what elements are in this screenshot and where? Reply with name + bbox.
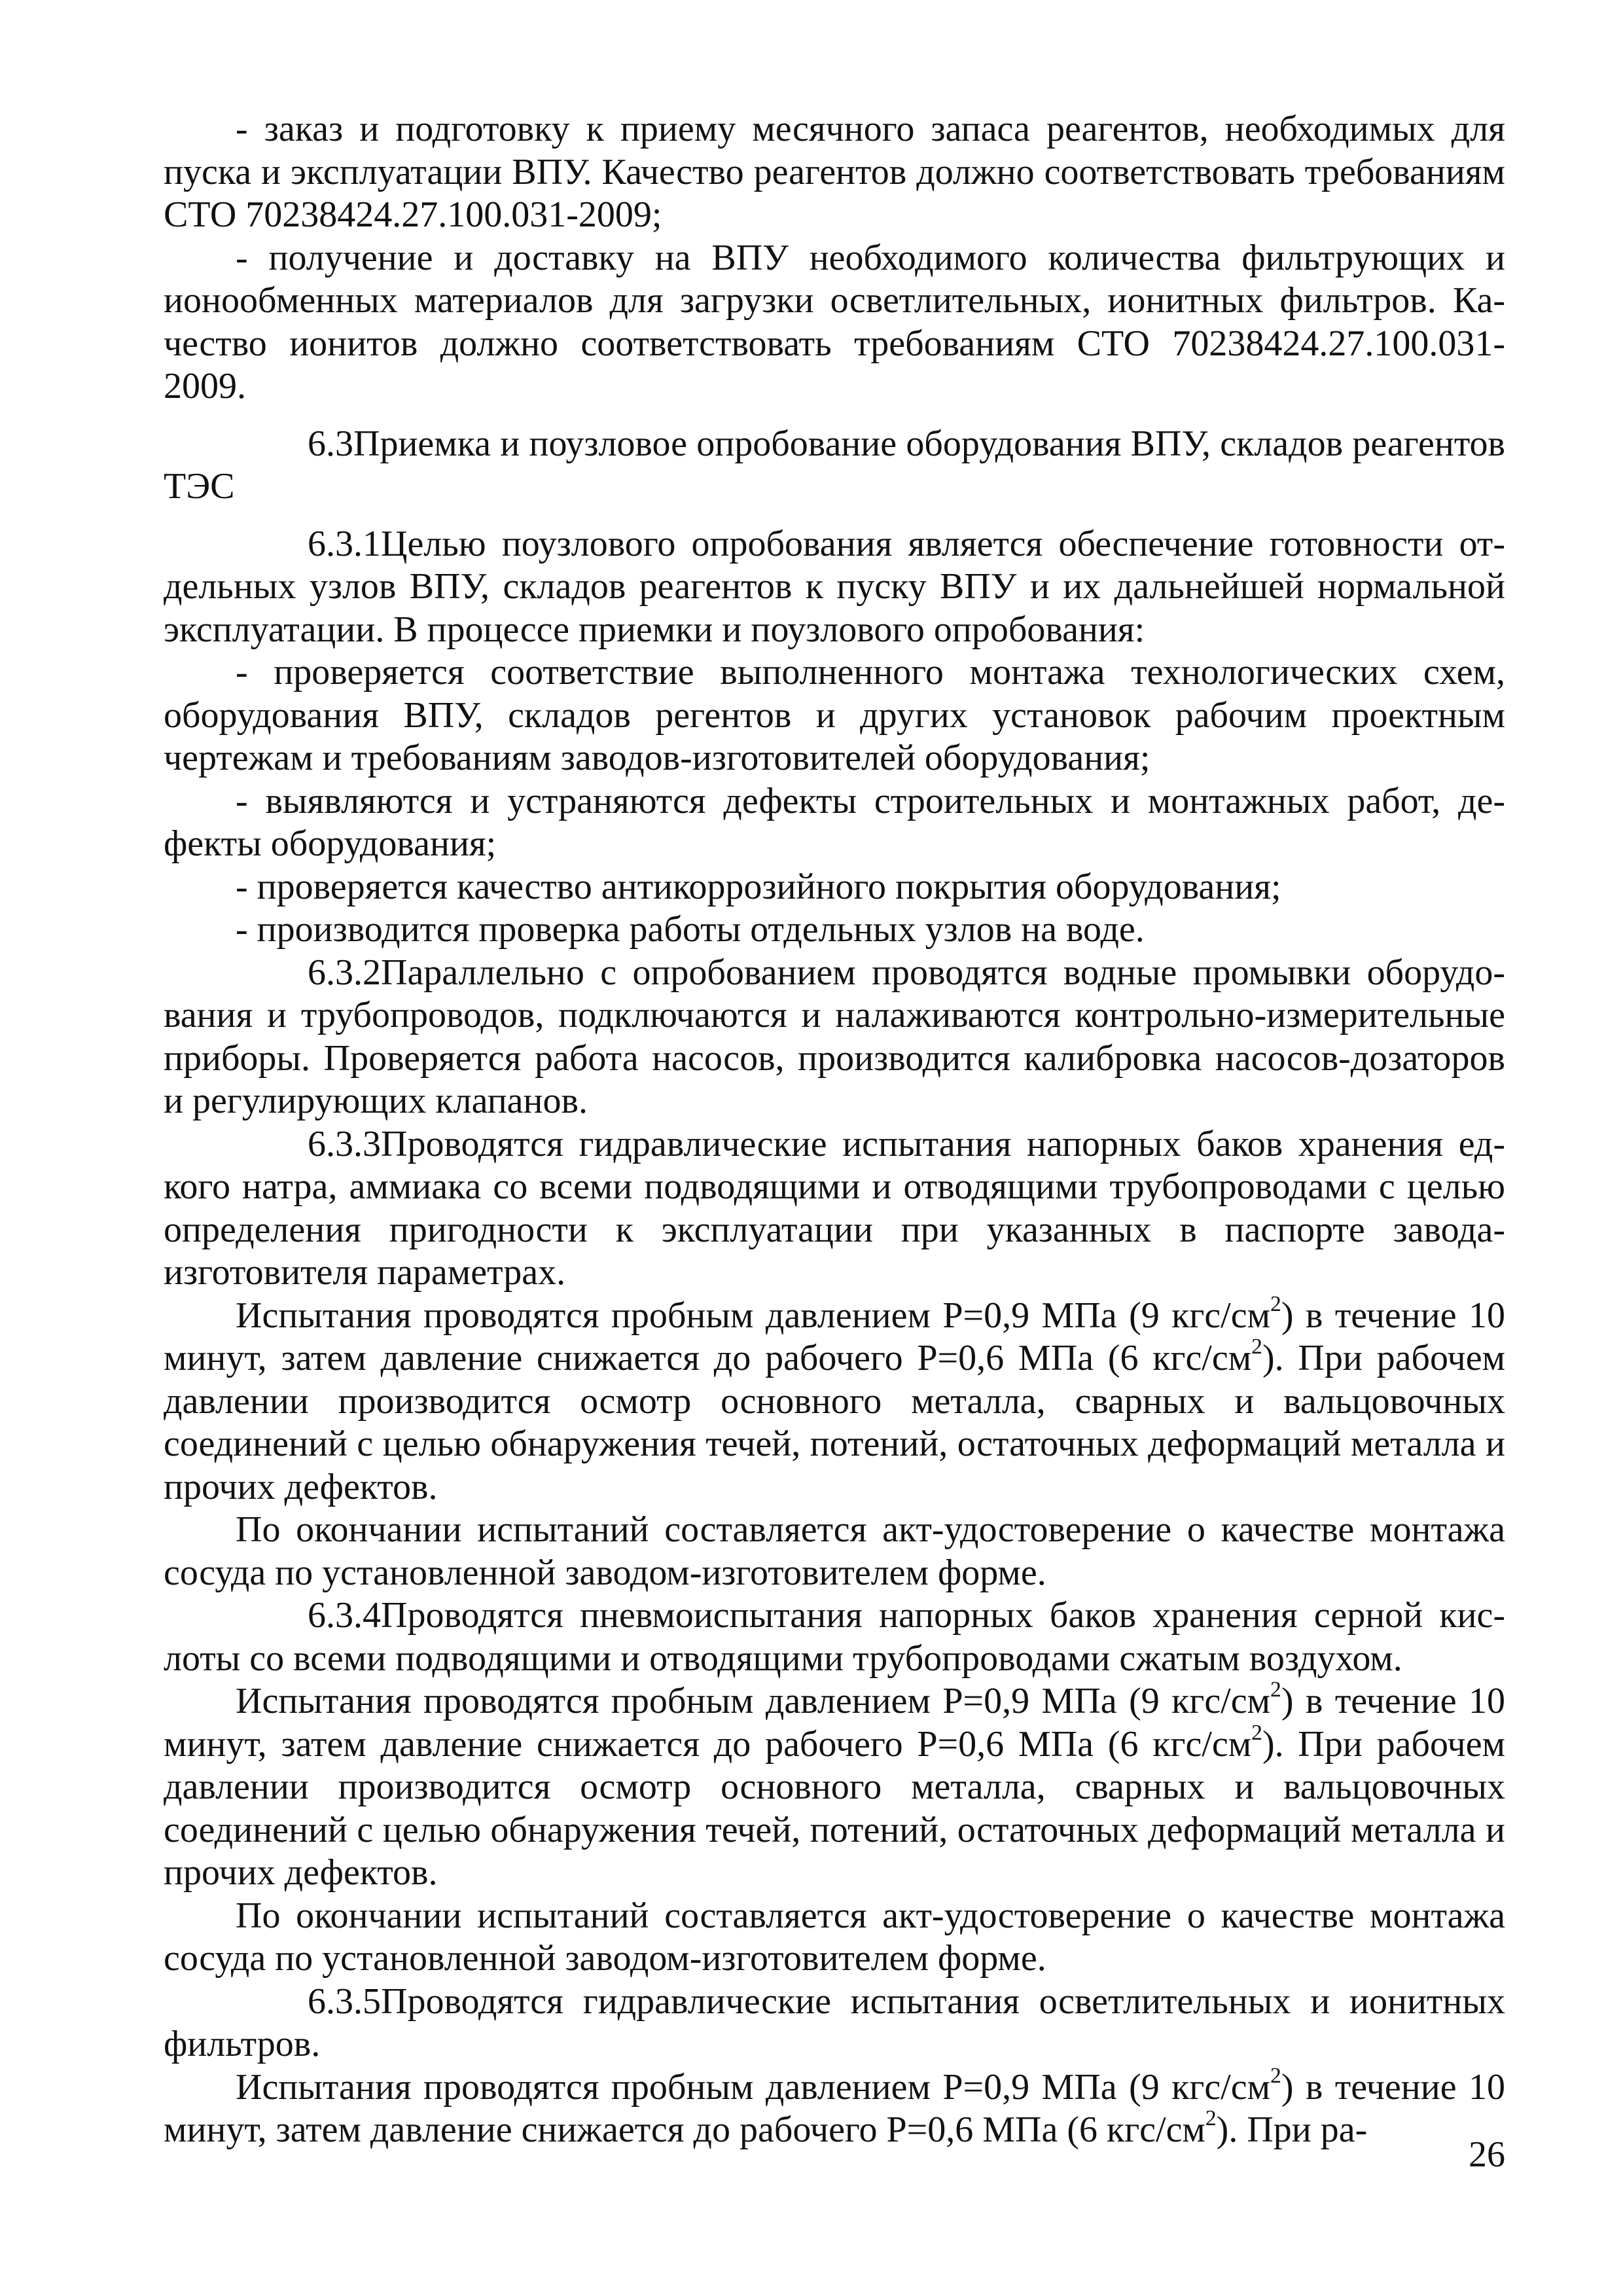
text-run: ). При рабочем давлении производится осмотр основного металла, сварных и вальцовочных соединений с целью обнаружения течей, потений, остаточных деформаций металла и прочих дефектов. [164, 1723, 1506, 1893]
text-run: ). При ра- [1216, 2109, 1368, 2150]
text-run: Испытания проводятся пробным давлением Р=0,9 МПа (9 кгс/см [236, 2066, 1271, 2108]
bullet-montage-check: - проверяется соответствие выполненного монтажа технологических схем, оборудования ВПУ, складов регентов и других установок рабочим проектным чертежам и требованиям заводов-изготовителей оборудования; [164, 652, 1505, 778]
section-6-3-heading [164, 423, 1505, 509]
paragraph-reagent-order: - заказ и подготовку к приему месячного запаса реагентов, необходимых для пуска и эксплуатации ВПУ. Качество реагентов должно соответствовать требованиям СТО 70238424.27.100.031-2009; [164, 109, 1505, 235]
superscript: 2 [1270, 1677, 1281, 1702]
section-title: Приемка и поузловое опробование оборудования ВПУ, складов реагентов ТЭС [164, 423, 1505, 507]
paragraph-act-2: По окончании испытаний составляется акт-удостоверение о качестве монтажа сосуда по установленной заводом-изготовителем форме. [164, 1895, 1505, 1979]
text-run: ) в течение 10 минут, затем давление снижается до рабочего Р=0,6 МПа (6 кгс/см [164, 2066, 1506, 2150]
superscript: 2 [1251, 1720, 1262, 1745]
bullet-water-test: - производится проверка работы отдельных узлов на воде. [236, 909, 1145, 950]
section-number: 6.3 [308, 423, 353, 464]
section-6-3-5 [164, 1981, 1505, 2066]
page-number: 26 [1469, 2134, 1505, 2175]
section-text: Целью поузлового опробования является обеспечение готовности отдельных узлов ВПУ, складов реагентов к пуску ВПУ и их дальнейшей нормальной эксплуатации. В процессе приемки и поузлового опробования: [164, 523, 1505, 650]
section-6-3-1 [164, 523, 1505, 652]
section-text: Проводятся пневмоиспытания напорных баков хранения серной кислоты со всеми подводящими и отводящими трубопроводами сжатым воздухом. [164, 1595, 1505, 1679]
bullet-defects: - выявляются и устраняются дефекты строительных и монтажных работ, дефекты оборудования; [164, 780, 1505, 864]
text-run: Испытания проводятся пробным давлением Р=0,9 МПа (9 кгс/см [236, 1295, 1271, 1336]
section-number: 6.3.3 [308, 1123, 381, 1164]
section-6-3-2 [164, 952, 1505, 1123]
superscript: 2 [1270, 1291, 1281, 1316]
section-number: 6.3.5 [308, 1981, 381, 2022]
text-run: Испытания проводятся пробным давлением Р=0,9 МПа (9 кгс/см [236, 1681, 1271, 1721]
paragraph-test-pressure-2 [164, 1677, 1506, 1895]
paragraph-test-pressure-3 [164, 2063, 1506, 2152]
paragraph-act-1: По окончании испытаний составляется акт-удостоверение о качестве монтажа сосуда по установленной заводом-изготовителем форме. [164, 1509, 1505, 1593]
section-text: Параллельно с опробованием проводятся водные промывки оборудования и трубопроводов, подключаются и налаживаются контрольно-измерительные приборы. Проверяется работа насосов, производится калибровка насосов-дозаторов и регулирующих клапанов. [164, 952, 1505, 1121]
section-text: Проводятся гидравлические испытания осветлительных и ионитных фильтров. [164, 1981, 1505, 2064]
paragraph-filter-materials: - получение и доставку на ВПУ необходимого количества фильтрующих и ионообменных материалов для загрузки осветлительных, ионитных фильтров. Качество ионитов должно соответствовать требованиям СТО 70238424.27.100.031-2009. [164, 237, 1505, 406]
section-6-3-3 [164, 1123, 1505, 1295]
superscript: 2 [1205, 2106, 1217, 2130]
text-run: ) в течение 10 минут, затем давление снижается до рабочего Р=0,6 МПа (6 кгс/см [164, 1681, 1506, 1765]
text-run: ) в течение 10 минут, затем давление снижается до рабочего Р=0,6 МПа (6 кгс/см [164, 1295, 1506, 1378]
text-run: ). При рабочем давлении производится осмотр основного металла, сварных и вальцовочных соединений с целью обнаружения течей, потений, остаточных деформаций металла и прочих дефектов. [164, 1338, 1506, 1507]
section-number: 6.3.4 [308, 1595, 381, 1636]
paragraph-test-pressure-1 [164, 1291, 1506, 1509]
superscript: 2 [1251, 1334, 1262, 1359]
superscript: 2 [1270, 2063, 1281, 2088]
section-number: 6.3.2 [308, 952, 381, 993]
section-text: Проводятся гидравлические испытания напорных баков хранения едкого натра, аммиака со всеми подводящими и отводящими трубопроводами с целью определения пригодности к эксплуатации при указанных в паспорте завода-изготовителя параметрах. [164, 1123, 1505, 1293]
section-number: 6.3.1 [308, 523, 381, 564]
bullet-anticorrosion: - проверяется качество антикоррозийного покрытия оборудования; [236, 866, 1281, 907]
section-6-3-4 [164, 1594, 1505, 1680]
